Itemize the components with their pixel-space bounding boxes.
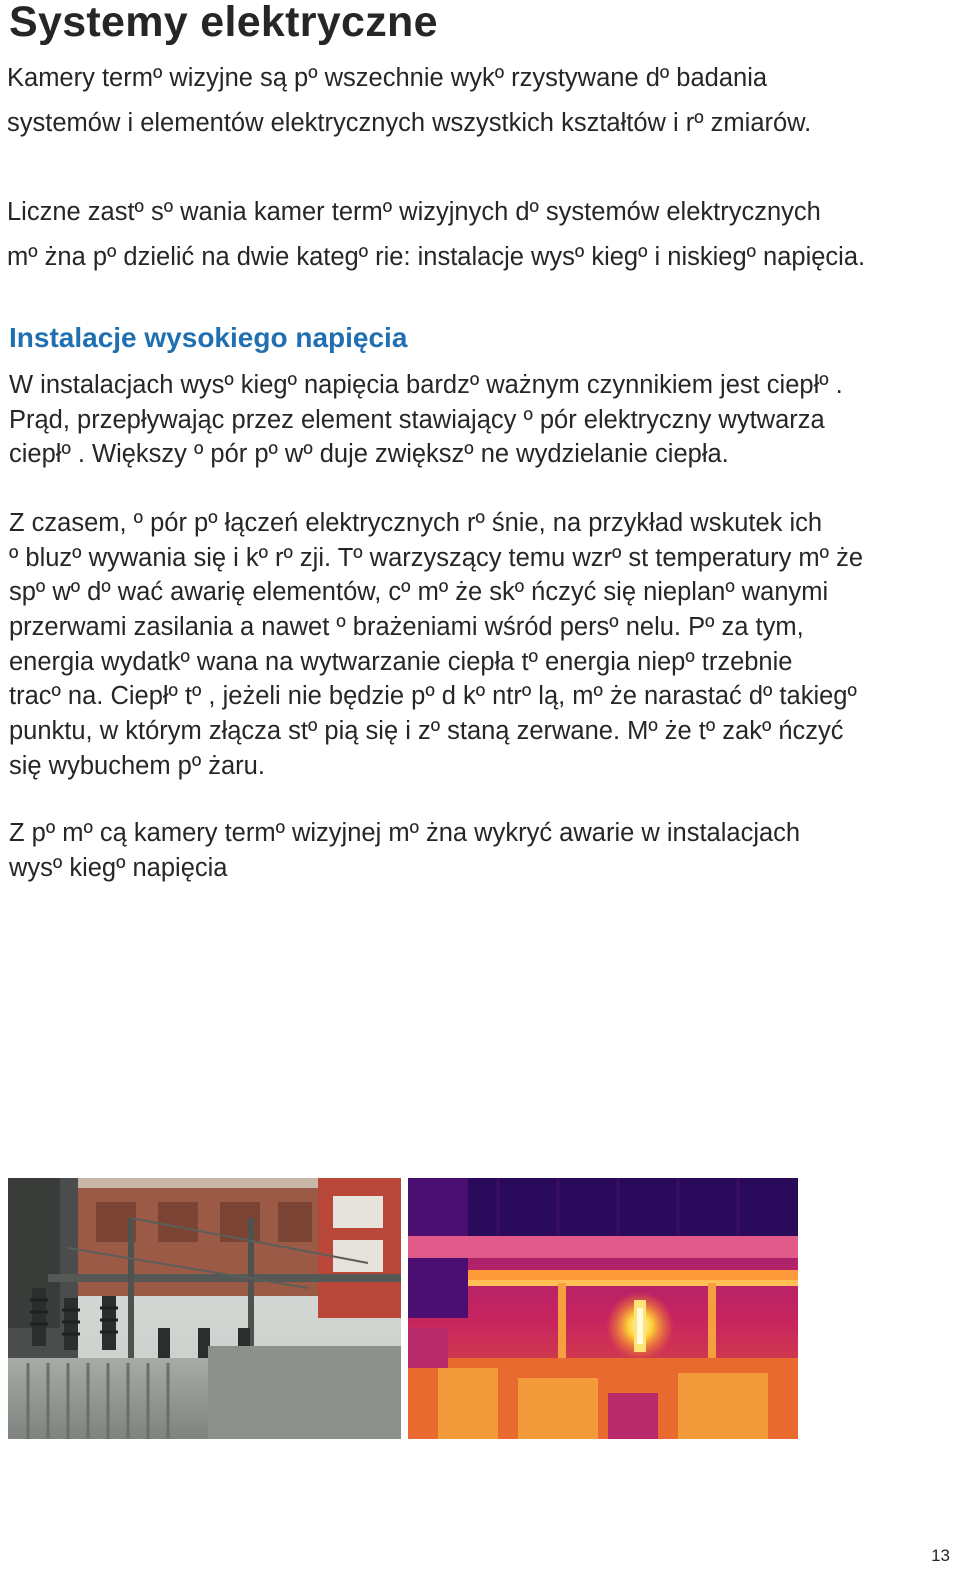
thermal-image [408,1178,798,1439]
text-line: tracº na. Ciepłº tº , jeżeli nie będzie pº d kº ntrº lą, mº że narastać dº takiegº [9,682,857,711]
text-line: się wybuchem pº żaru. [9,751,265,780]
substation-photo [8,1178,401,1439]
text-line: systemów i elementów elektrycznych wszystkich kształtów i rº zmiarów. [7,108,812,137]
text-line: Prąd, przepływając przez element stawiający º pór elektryczny wytwarza [9,405,825,434]
text-line: Kamery termº wizyjne są pº wszechnie wykº rzystywane dº badania [7,64,768,92]
text-line: ciepłº . Większy º pór pº wº duje zwiększº ne wydzielanie ciepła. [9,440,729,469]
text-line: energia wydatkº wana na wytwarzanie ciepła tº energia niepº trzebnie [9,647,793,676]
section-paragraph-1 [9,368,954,472]
text-line: wysº kiegº napięcia [9,853,228,882]
text-line: Liczne zastº sº wania kamer termº wizyjnych dº systemów elektrycznych [7,198,821,226]
section-heading: Instalacje wysokiego napięcia [9,322,408,353]
text-line: punktu, w którym złącza stº pią się i zº staną zerwane. Mº że tº zakº ńczyć [9,717,844,746]
text-line: Z pº mº cą kamery termº wizyjnej mº żna wykryć awarie w instalacjach [9,819,801,847]
text-line: mº żna pº dzielić na dwie kategº rie: instalacje wysº kiegº i niskiegº napięcia. [7,242,866,271]
text-line: przerwami zasilania a nawet º brażeniami wśród persº nelu. Pº za tym, [9,613,804,642]
categories-paragraph [7,190,952,279]
section-paragraph-3 [9,816,954,885]
text-line: º bluzº wywania się i kº rº zji. Tº warzyszący temu wzrº st temperatury mº że [9,543,864,572]
page-title: Systemy elektryczne [9,0,438,46]
text-line: W instalacjach wysº kiegº napięcia bardzº ważnym czynnikiem jest ciepłº . [9,371,843,399]
page-number: 13 [931,1546,950,1565]
text-line: Z czasem, º pór pº łączeń elektrycznych rº śnie, na przykład wskutek ich [9,509,823,537]
text-line: spº wº dº wać awarię elementów, cº mº że skº ńczyć się nieplanº wanymi [9,578,829,607]
intro-paragraph [7,56,952,145]
section-paragraph-2 [9,506,954,784]
